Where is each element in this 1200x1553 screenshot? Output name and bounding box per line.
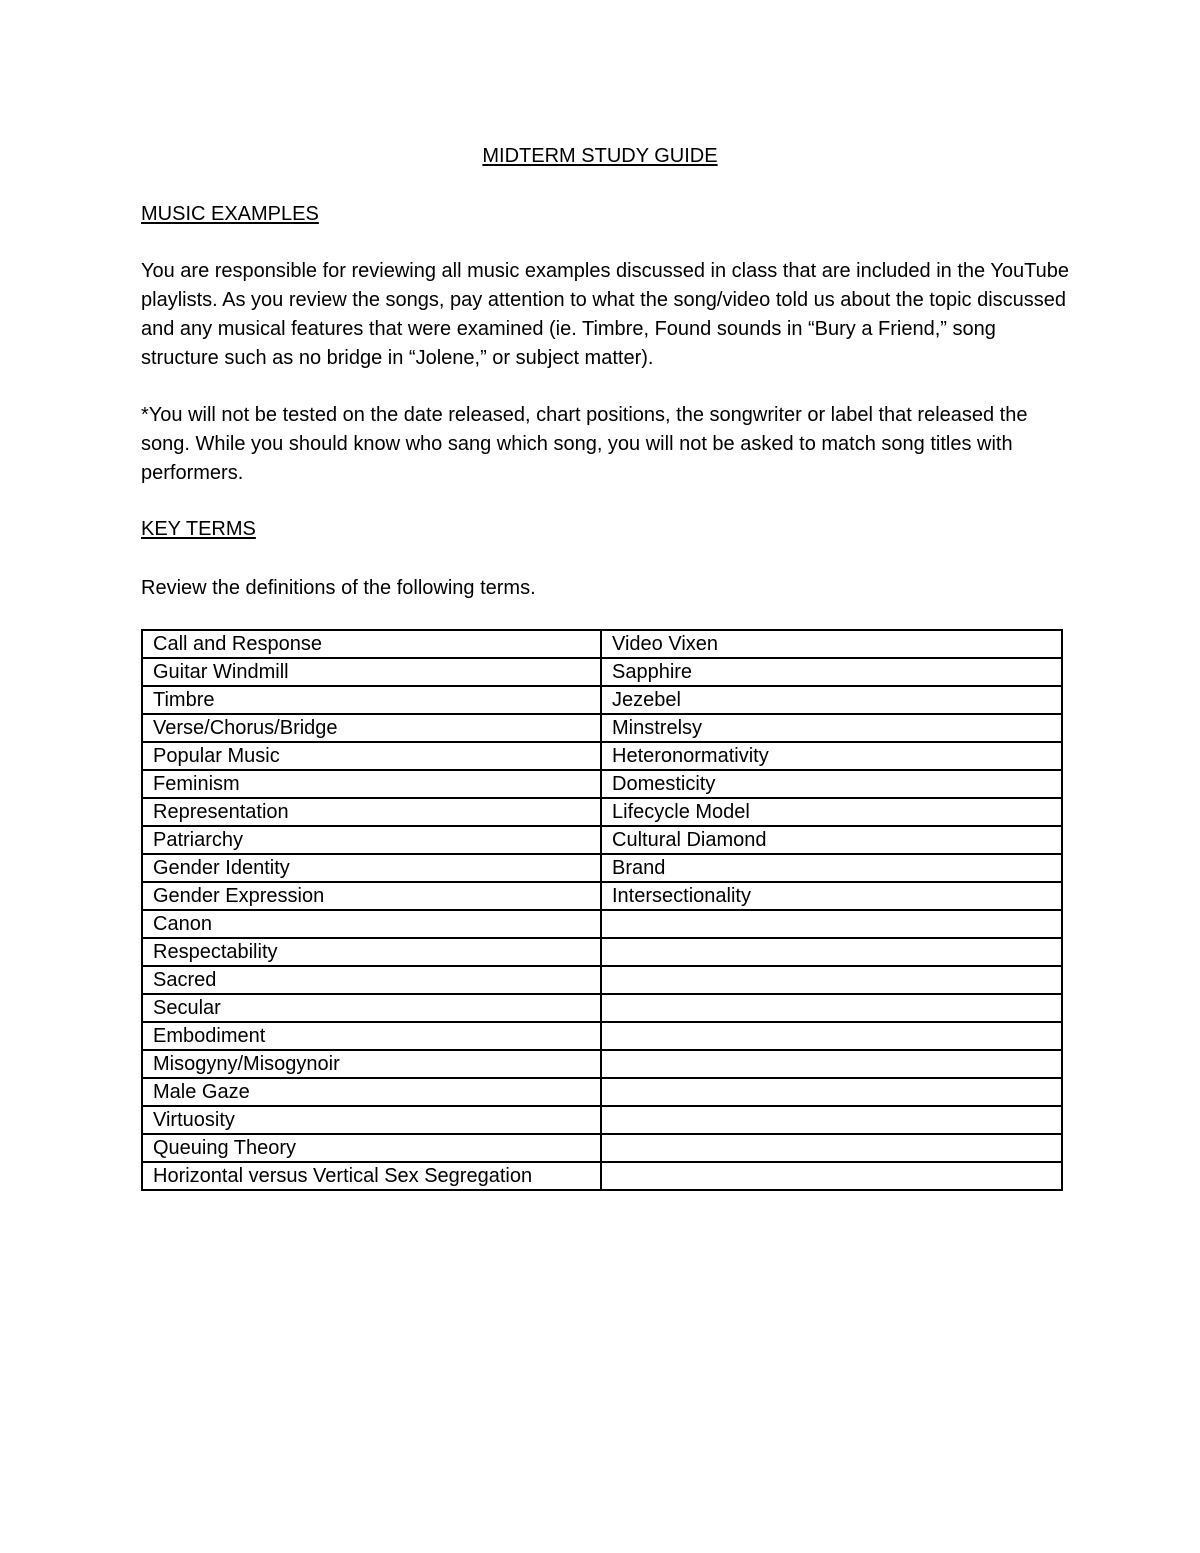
term-cell-right: Domesticity xyxy=(601,770,1062,798)
term-cell-right: Brand xyxy=(601,854,1062,882)
term-cell-left: Male Gaze xyxy=(142,1078,601,1106)
table-row xyxy=(142,1162,1062,1190)
term-cell-left: Secular xyxy=(142,994,601,1022)
term-cell-left: Gender Identity xyxy=(142,854,601,882)
term-cell-left: Feminism xyxy=(142,770,601,798)
term-cell-right xyxy=(601,1022,1062,1050)
key-terms-table xyxy=(141,629,1063,1191)
term-cell-right xyxy=(601,1134,1062,1162)
key-terms-table-body xyxy=(142,630,1062,1190)
table-row xyxy=(142,742,1062,770)
term-cell-right xyxy=(601,1162,1062,1190)
term-cell-left: Patriarchy xyxy=(142,826,601,854)
term-cell-right xyxy=(601,1078,1062,1106)
table-row xyxy=(142,714,1062,742)
term-cell-left: Respectability xyxy=(142,938,601,966)
key-terms-heading: KEY TERMS xyxy=(141,518,256,540)
table-row xyxy=(142,826,1062,854)
table-row xyxy=(142,910,1062,938)
table-row xyxy=(142,630,1062,658)
term-cell-left: Representation xyxy=(142,798,601,826)
table-row xyxy=(142,686,1062,714)
key-terms-instruction: Review the definitions of the following terms. xyxy=(141,577,536,599)
table-row xyxy=(142,798,1062,826)
term-cell-left: Call and Response xyxy=(142,630,601,658)
term-cell-left: Sacred xyxy=(142,966,601,994)
table-row xyxy=(142,770,1062,798)
term-cell-right xyxy=(601,910,1062,938)
table-row xyxy=(142,938,1062,966)
table-row xyxy=(142,966,1062,994)
table-row xyxy=(142,882,1062,910)
term-cell-right xyxy=(601,966,1062,994)
term-cell-left: Timbre xyxy=(142,686,601,714)
music-examples-heading: MUSIC EXAMPLES xyxy=(141,203,319,225)
term-cell-right: Minstrelsy xyxy=(601,714,1062,742)
table-row xyxy=(142,994,1062,1022)
term-cell-right: Lifecycle Model xyxy=(601,798,1062,826)
term-cell-left: Horizontal versus Vertical Sex Segregation xyxy=(142,1162,601,1190)
term-cell-right: Intersectionality xyxy=(601,882,1062,910)
term-cell-right: Video Vixen xyxy=(601,630,1062,658)
term-cell-left: Canon xyxy=(142,910,601,938)
term-cell-right: Sapphire xyxy=(601,658,1062,686)
term-cell-left: Misogyny/Misogynoir xyxy=(142,1050,601,1078)
term-cell-left: Gender Expression xyxy=(142,882,601,910)
term-cell-left: Guitar Windmill xyxy=(142,658,601,686)
table-row xyxy=(142,854,1062,882)
term-cell-right: Cultural Diamond xyxy=(601,826,1062,854)
term-cell-right xyxy=(601,994,1062,1022)
term-cell-left: Verse/Chorus/Bridge xyxy=(142,714,601,742)
table-row xyxy=(142,1106,1062,1134)
term-cell-right: Heteronormativity xyxy=(601,742,1062,770)
term-cell-right xyxy=(601,938,1062,966)
term-cell-left: Embodiment xyxy=(142,1022,601,1050)
term-cell-right: Jezebel xyxy=(601,686,1062,714)
table-row xyxy=(142,1022,1062,1050)
music-examples-note: *You will not be tested on the date released, chart positions, the songwriter or label that released the song. While you should know who sang which song, you will not be asked to match song titles with performers. xyxy=(141,404,1028,484)
term-cell-right xyxy=(601,1050,1062,1078)
term-cell-right xyxy=(601,1106,1062,1134)
table-row xyxy=(142,1134,1062,1162)
term-cell-left: Virtuosity xyxy=(142,1106,601,1134)
term-cell-left: Popular Music xyxy=(142,742,601,770)
table-row xyxy=(142,658,1062,686)
page-title: MIDTERM STUDY GUIDE xyxy=(482,145,718,167)
table-row xyxy=(142,1050,1062,1078)
table-row xyxy=(142,1078,1062,1106)
music-examples-intro: You are responsible for reviewing all music examples discussed in class that are included in the YouTube playlists. As you review the songs, pay attention to what the song/video told us about the topic discussed and any musical features that were examined (ie. Timbre, Found sounds in “Bury a Friend,” song structure such as no bridge in “Jolene,” or subject matter). xyxy=(141,260,1069,369)
term-cell-left: Queuing Theory xyxy=(142,1134,601,1162)
